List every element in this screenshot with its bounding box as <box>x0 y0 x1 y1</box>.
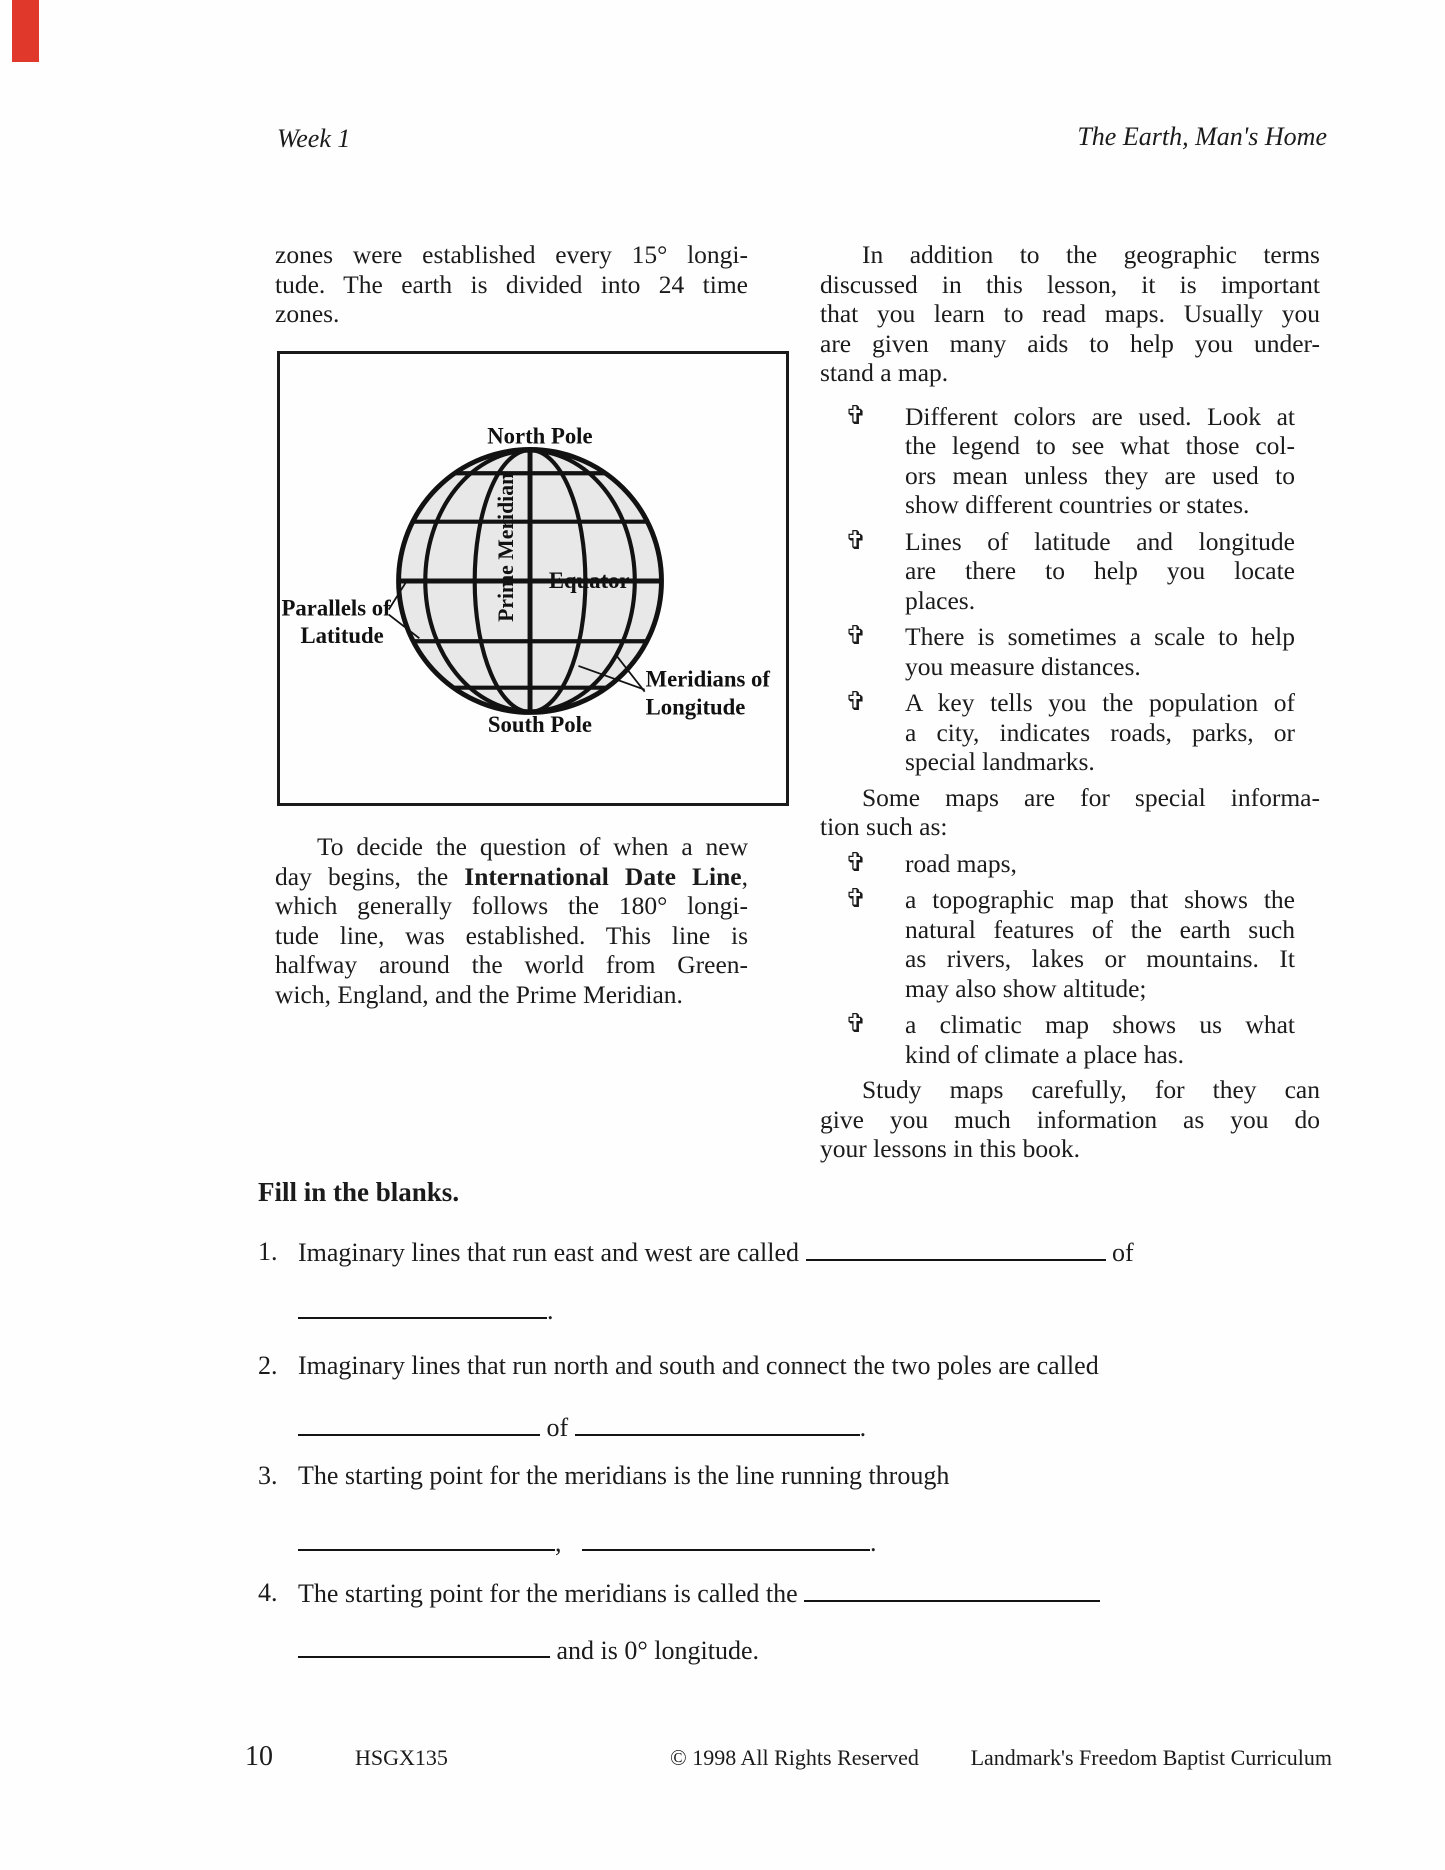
question-text: Imaginary lines that run east and west are called <box>298 1237 800 1267</box>
text-line: which generally follows the 180° longi- <box>275 891 748 920</box>
globe-diagram <box>277 351 789 806</box>
cross-bullet-icon: ✞ <box>845 847 867 878</box>
list-item <box>820 885 1320 1003</box>
text-line: you measure distances. <box>905 651 1141 681</box>
question-text: , <box>555 1527 562 1557</box>
question-3-line-2 <box>258 1525 1332 1559</box>
answer-blank <box>582 1525 870 1551</box>
text-line: tude. The earth is divided into 24 time <box>275 269 748 299</box>
publisher-name: Landmark's Freedom Baptist Curriculum <box>970 1745 1332 1770</box>
question-number: 3. <box>258 1460 278 1490</box>
text-line: kind of climate a place has. <box>905 1039 1184 1069</box>
question-text: . <box>547 1295 554 1325</box>
answer-blank <box>804 1576 1100 1602</box>
text-line: your lessons in this book. <box>820 1134 1080 1163</box>
text-segment: , <box>741 861 748 891</box>
text-line: Some maps are for special informa- <box>862 782 1320 812</box>
question-2-line-1 <box>258 1349 1332 1382</box>
parallels-label-line2: Latitude <box>300 623 384 649</box>
text-line: a climatic map shows us what <box>905 1010 1295 1039</box>
answer-blank <box>298 1410 540 1436</box>
copyright-notice: © 1998 All Rights Reserved <box>670 1745 919 1770</box>
text-line: may also show altitude; <box>905 973 1147 1003</box>
question-text: Imaginary lines that run north and south and connect the two poles are called <box>298 1350 1099 1380</box>
cross-bullet-icon: ✞ <box>845 525 867 556</box>
text-line: Study maps carefully, for they can <box>862 1075 1320 1104</box>
list-item <box>820 849 1320 879</box>
text-line: a topographic map that shows the <box>905 885 1295 914</box>
text-line: A key tells you the population of <box>905 688 1295 717</box>
question-1-line-1 <box>258 1235 1332 1269</box>
curriculum-code: HSGX135 <box>355 1745 448 1770</box>
text-line: are given many aids to help you under- <box>820 328 1320 358</box>
red-ink-mark <box>12 0 39 62</box>
meridians-label-line1: Meridians of <box>645 666 770 692</box>
question-3-line-1 <box>258 1459 1332 1492</box>
text-line: as rivers, lakes or mountains. It <box>905 944 1295 973</box>
right-column <box>820 240 1320 1164</box>
parallels-label-line1: Parallels of <box>281 595 391 621</box>
globe-svg <box>280 354 786 803</box>
text-segment: day begins, the <box>275 861 465 891</box>
list-item <box>820 1010 1320 1069</box>
question-number: 2. <box>258 1350 278 1380</box>
text-line: zones were established every 15° longi- <box>275 240 748 269</box>
answer-blank <box>806 1235 1106 1261</box>
question-number: 4. <box>258 1577 278 1607</box>
question-text: The starting point for the meridians is the line running through <box>298 1460 950 1490</box>
question-1-line-2 <box>258 1293 1332 1327</box>
text-line: show different countries or states. <box>905 490 1250 519</box>
text-line <box>275 862 748 892</box>
question-text: and is 0° longitude. <box>556 1635 759 1665</box>
text-line: wich, England, and the Prime Meridian. <box>275 979 683 1009</box>
question-4-line-2 <box>258 1633 1332 1667</box>
list-item <box>820 527 1320 616</box>
question-2-line-2 <box>258 1410 1332 1444</box>
meridians-label-line2: Longitude <box>645 694 746 720</box>
text-line: stand a map. <box>820 358 949 387</box>
north-pole-label: North Pole <box>487 423 593 449</box>
text-line: give you much information as you do <box>820 1104 1320 1134</box>
text-line: a city, indicates roads, parks, or <box>905 717 1295 747</box>
question-text: . <box>870 1527 877 1557</box>
bullet-text <box>905 688 1295 777</box>
bullet-text <box>905 885 1295 1003</box>
cross-bullet-icon: ✞ <box>845 621 867 651</box>
text-line: Lines of latitude and longitude <box>905 526 1295 556</box>
list-item <box>820 688 1320 777</box>
text-line: road maps, <box>905 848 1017 878</box>
cross-bullet-icon: ✞ <box>845 400 867 431</box>
text-line: natural features of the earth such <box>905 914 1295 944</box>
paragraph-special-maps <box>820 783 1320 842</box>
question-text: of <box>546 1412 569 1442</box>
question-4-line-1 <box>258 1576 1332 1610</box>
bullet-text <box>905 849 1295 879</box>
prime-meridian-label: Prime Meridian <box>494 472 519 622</box>
paragraph-study-maps <box>820 1075 1320 1164</box>
fill-blanks-heading: Fill in the blanks. <box>258 1177 460 1207</box>
header-chapter-title: The Earth, Man's Home <box>1077 122 1327 151</box>
paragraph-timezones <box>275 240 748 329</box>
page-number: 10 <box>245 1741 273 1772</box>
question-number: 1. <box>258 1237 278 1266</box>
text-line: discussed in this lesson, it is important <box>820 269 1320 299</box>
text-line: zones. <box>275 299 340 328</box>
bullet-text <box>905 527 1295 616</box>
text-line: In addition to the geographic terms <box>862 240 1320 269</box>
question-text: of <box>1112 1237 1134 1267</box>
cross-bullet-icon: ✞ <box>845 1009 867 1039</box>
text-line: tude line, was established. This line is <box>275 920 748 950</box>
equator-label: Equator <box>548 567 630 593</box>
text-line: ors mean unless they are used to <box>905 460 1295 490</box>
cross-bullet-icon: ✞ <box>845 687 867 717</box>
bold-term-international-date-line: International Date Line <box>464 861 742 891</box>
page-footer <box>245 1741 1332 1787</box>
text-line: the legend to see what those col- <box>905 431 1295 460</box>
question-text: The starting point for the meridians is called the <box>298 1578 798 1608</box>
special-maps-bullet-list <box>820 849 1320 1070</box>
text-line: tion such as: <box>820 812 948 841</box>
paragraph-map-intro <box>820 240 1320 388</box>
cross-bullet-icon: ✞ <box>845 884 867 914</box>
text-line: Different colors are used. Look at <box>905 401 1295 431</box>
list-item <box>820 402 1320 520</box>
fill-in-the-blanks-section <box>258 1176 1332 1666</box>
text-line: that you learn to read maps. Usually you <box>820 299 1320 328</box>
answer-blank <box>575 1410 860 1436</box>
text-line: places. <box>905 585 976 615</box>
text-line: are there to help you locate <box>905 556 1295 585</box>
answer-blank <box>298 1525 555 1551</box>
text-line: halfway around the world from Green- <box>275 950 748 979</box>
text-line: special landmarks. <box>905 747 1095 776</box>
south-pole-label: South Pole <box>487 712 592 738</box>
answer-blank <box>298 1633 550 1659</box>
text-line: There is sometimes a scale to help <box>905 622 1295 651</box>
map-aids-bullet-list <box>820 402 1320 777</box>
bullet-text <box>905 1010 1295 1069</box>
paragraph-date-line <box>275 832 748 1009</box>
answer-blank <box>298 1293 547 1319</box>
bullet-text <box>905 622 1295 681</box>
bullet-text <box>905 402 1295 520</box>
question-text: . <box>859 1412 867 1442</box>
header-week: Week 1 <box>277 124 351 153</box>
list-item <box>820 622 1320 681</box>
text-line: To decide the question of when a new <box>317 832 748 861</box>
